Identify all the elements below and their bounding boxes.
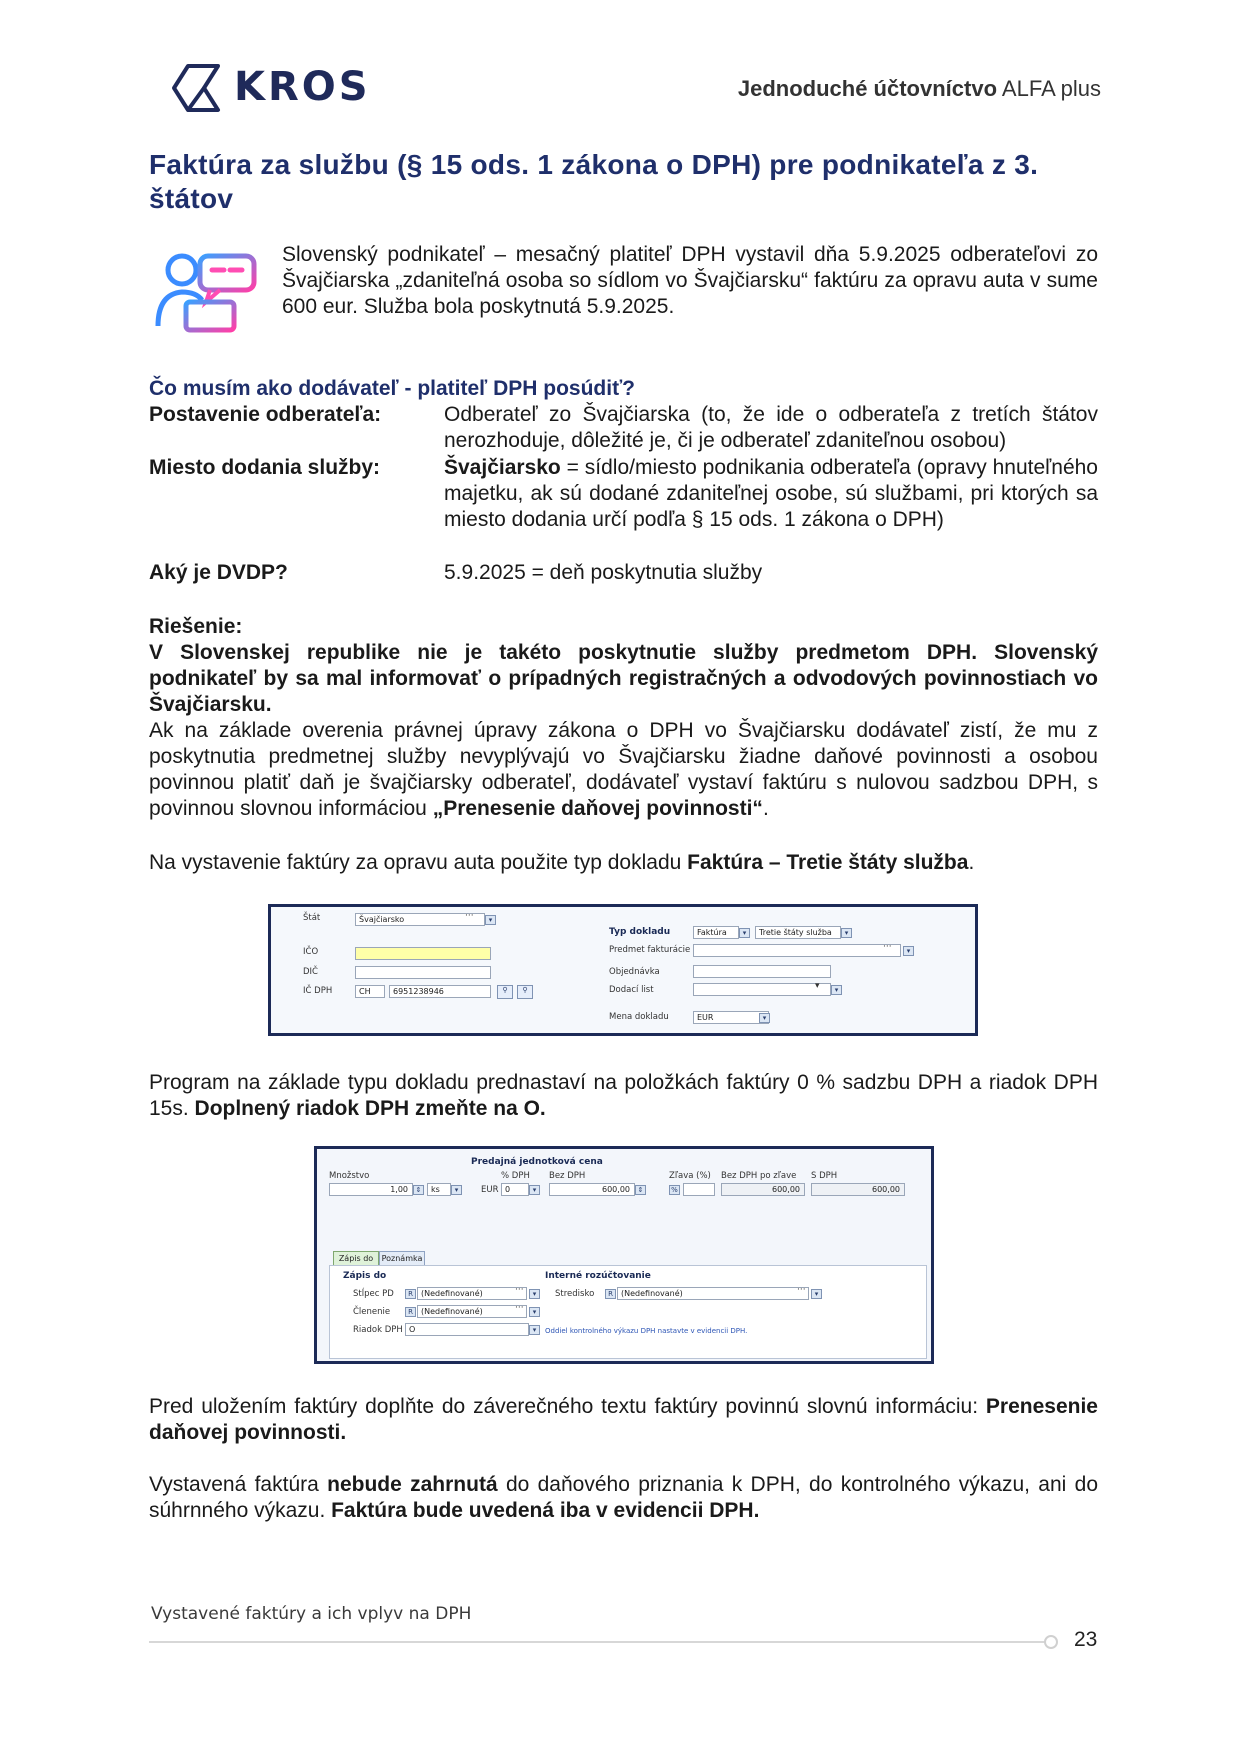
- mena-select[interactable]: EUR: [693, 1011, 769, 1024]
- ico-label: IČO: [303, 947, 319, 957]
- footer-text: Vystavené faktúry a ich vplyv na DPH: [151, 1604, 472, 1624]
- pct-dph-label: % DPH: [501, 1171, 530, 1181]
- tab-zapis-do-label: Zápis do: [338, 1254, 374, 1263]
- unit-price-section-title: Predajná jednotková cena: [471, 1157, 603, 1167]
- def-label-dvdp: Aký je DVDP?: [149, 561, 288, 584]
- dodaci-list-select[interactable]: [693, 983, 831, 996]
- program-bold: Doplnený riadok DPH zmeňte na O.: [194, 1097, 546, 1120]
- zapis-do-title: Zápis do: [343, 1271, 387, 1281]
- s-dph-label: S DPH: [811, 1171, 838, 1181]
- closing-bold: Prenesenie daňovej povinnosti.: [149, 1395, 1098, 1444]
- kv-dph-hint-link[interactable]: Oddiel kontrolného výkazu DPH nastavte v evidencii DPH.: [545, 1327, 748, 1335]
- predmet-dropdown-icon[interactable]: ▾: [903, 946, 914, 956]
- stlpec-pd-select[interactable]: (Nedefinované): [417, 1287, 527, 1300]
- bez-dph-po-zlave-input[interactable]: 600,00: [721, 1183, 805, 1196]
- page-title: Faktúra za službu (§ 15 ods. 1 zákona o DPH) pre podnikateľa z 3. štátov: [149, 149, 1039, 214]
- def-value-miesto: [444, 455, 1098, 533]
- bez-dph-input[interactable]: 600,00: [549, 1183, 635, 1196]
- stat-select[interactable]: Švajčiarsko: [355, 913, 485, 926]
- stat-dropdown-icon[interactable]: ▾: [485, 915, 496, 925]
- stredisko-r-icon[interactable]: R: [605, 1289, 616, 1299]
- riadok-dph-label: Riadok DPH: [353, 1325, 403, 1335]
- program-pre: Program na základe typu dokladu prednastaví na položkách faktúry 0 % sadzbu DPH a riadok DPH 15s.: [149, 1071, 1098, 1120]
- solution-heading: Riešenie:: [149, 615, 243, 638]
- doc-type-pre: Na vystavenie faktúry za opravu auta použite typ dokladu: [149, 851, 688, 874]
- riadok-dph-dropdown-icon[interactable]: ▾: [529, 1325, 540, 1335]
- icdph-lookup-icon[interactable]: ⚲: [497, 985, 513, 999]
- objednavka-input[interactable]: [693, 965, 831, 978]
- icdph-label: IČ DPH: [303, 986, 333, 996]
- ico-input[interactable]: [355, 947, 491, 960]
- solution-para-bold: „Prenesenie daňovej povinnosti“: [432, 797, 763, 820]
- unit-select[interactable]: ks: [427, 1183, 451, 1196]
- final-p1: Vystavená faktúra: [149, 1473, 328, 1496]
- stat-more-icon[interactable]: ···: [465, 911, 474, 921]
- zlava-input[interactable]: [683, 1183, 715, 1196]
- predmet-more-icon[interactable]: ···: [883, 942, 892, 952]
- typ-dokladu-subtype-select[interactable]: Tretie štáty služba: [755, 926, 841, 939]
- stredisko-more-icon[interactable]: ···: [797, 1285, 806, 1295]
- bez-dph-label: Bez DPH: [549, 1171, 586, 1181]
- final-b1: nebude zahrnutá: [327, 1473, 498, 1496]
- def-bold-miesto: Švajčiarsko: [444, 456, 561, 479]
- typ-dokladu-select[interactable]: Faktúra: [693, 926, 739, 939]
- stlpec-pd-dropdown-icon[interactable]: ▾: [529, 1289, 540, 1299]
- product-name: [738, 76, 1101, 102]
- clenenie-label: Členenie: [353, 1307, 391, 1317]
- screenshot-item-form: [314, 1146, 934, 1364]
- closing-pre: Pred uložením faktúry doplňte do záverečného textu faktúry povinnú slovnú informáciu:: [149, 1395, 986, 1418]
- product-name-bold: Jednoduché účtovníctvo: [737, 76, 998, 101]
- typ-dokladu-subtype-dropdown-icon[interactable]: ▾: [841, 928, 852, 938]
- clenenie-r-icon[interactable]: R: [405, 1307, 416, 1317]
- tab-poznamka-label: Poznámka: [381, 1254, 423, 1263]
- typ-dokladu-label: Typ dokladu: [609, 927, 671, 937]
- mnozstvo-stepper-icon[interactable]: ⇕: [413, 1185, 424, 1195]
- clenenie-dropdown-icon[interactable]: ▾: [529, 1307, 540, 1317]
- interne-title: Interné rozúčtovanie: [545, 1271, 651, 1281]
- icdph-prefix-input[interactable]: CH: [355, 985, 385, 998]
- mena-label: Mena dokladu: [609, 1012, 669, 1022]
- page-number: 23: [1074, 1628, 1098, 1651]
- stredisko-select[interactable]: (Nedefinované): [617, 1287, 809, 1300]
- mena-dropdown-icon[interactable]: ▾: [759, 1013, 770, 1023]
- product-name-rest: ALFA plus: [997, 76, 1101, 101]
- screenshot-customer-form: [268, 904, 978, 1036]
- riadok-dph-select[interactable]: O: [405, 1323, 529, 1336]
- zlava-icon[interactable]: %: [669, 1185, 680, 1195]
- solution-para-post: .: [762, 797, 769, 820]
- final-p2: do daňového priznania k DPH, do kontrolného výkazu, ani do súhrnného výkazu.: [149, 1473, 1098, 1522]
- unit-dropdown-icon[interactable]: ▾: [451, 1185, 462, 1195]
- kros-logo-icon: [168, 62, 224, 114]
- s-dph-input[interactable]: 600,00: [811, 1183, 905, 1196]
- final-line: [149, 1472, 1098, 1524]
- stlpec-pd-label: Stĺpec PD: [353, 1289, 394, 1299]
- doc-type-line: [149, 850, 1098, 876]
- final-b2: Faktúra bude uvedená iba v evidencii DPH.: [331, 1499, 760, 1522]
- objednavka-label: Objednávka: [609, 967, 660, 977]
- icdph-input[interactable]: 6951238946: [389, 985, 491, 998]
- program-line: [149, 1070, 1098, 1122]
- dodaci-list-dropdown-icon[interactable]: ▾: [831, 985, 842, 995]
- stlpec-pd-r-icon[interactable]: R: [405, 1289, 416, 1299]
- solution-bold-paragraph: [149, 640, 1098, 718]
- icdph-verify-icon[interactable]: ⚲: [517, 985, 533, 999]
- chat-people-icon: [152, 248, 260, 334]
- solution-bold-text: V Slovenskej republike nie je takéto poskytnutie služby predmetom DPH. Slovenský podnikateľ by sa mal informovať o prípadných registračných a odvodových povinnostiach vo Švajčiarsku.: [149, 641, 1098, 716]
- footer-dot-icon: [1044, 1635, 1058, 1649]
- stredisko-dropdown-icon[interactable]: ▾: [811, 1289, 822, 1299]
- doc-type-bold: Faktúra – Tretie štáty služba: [687, 851, 969, 874]
- def-label-postavenie: Postavenie odberateľa:: [149, 403, 382, 426]
- def-value-postavenie: [444, 402, 1098, 454]
- dic-label: DIČ: [303, 967, 318, 977]
- stlpec-pd-more-icon[interactable]: ···: [515, 1285, 524, 1295]
- mnozstvo-input[interactable]: 1,00: [329, 1183, 413, 1196]
- footer-divider: [149, 1641, 1045, 1643]
- pct-dph-dropdown-icon[interactable]: ▾: [529, 1185, 540, 1195]
- solution-para-pre: Ak na základe overenia právnej úpravy zákona o DPH vo Švajčiarsku dodávateľ zistí, že mu z poskytnutia predmetnej služby nevyplývajú vo Švajčiarsku žiadne daňové povinnosti a osobou povinnou platiť daň je švajčiarsky odberateľ, dodávateľ vystaví faktúru s nulovou sadzbou DPH, s povinnou slovnou informáciou: [149, 719, 1098, 820]
- closing-line: [149, 1394, 1098, 1446]
- pct-dph-select[interactable]: 0: [501, 1183, 529, 1196]
- intro-text: Slovenský podnikateľ – mesačný platiteľ DPH vystavil dňa 5.9.2025 odberateľovi zo Švajčiarska „zdaniteľná osoba so sídlom vo Švajčiarsku“ faktúru za opravu auta v sume 600 eur. Služba bola poskytnutá 5.9.2025.: [282, 243, 1098, 318]
- bez-dph-po-zlave-label: Bez DPH po zľave: [721, 1171, 797, 1181]
- def-value-dvdp: [444, 560, 1098, 586]
- typ-dokladu-dropdown-icon[interactable]: ▾: [739, 928, 750, 938]
- stredisko-label: Stredisko: [555, 1289, 595, 1299]
- bez-dph-stepper-icon[interactable]: ⇕: [635, 1185, 646, 1195]
- dodaci-list-more-icon[interactable]: ▾: [815, 981, 820, 991]
- kros-logo: [168, 60, 378, 116]
- def-text-postavenie: Odberateľ zo Švajčiarska (to, že ide o odberateľa z tretích štátov nerozhoduje, dôležité je, či je odberateľ zdaniteľnou osobou): [444, 403, 1098, 452]
- doc-type-post: .: [968, 851, 975, 874]
- clenenie-select[interactable]: (Nedefinované): [417, 1305, 527, 1318]
- stat-label: Štát: [303, 913, 321, 923]
- clenenie-more-icon[interactable]: ···: [515, 1303, 524, 1313]
- predmet-input[interactable]: [693, 944, 901, 957]
- def-text-dvdp: 5.9.2025 = deň poskytnutia služby: [444, 561, 763, 584]
- predmet-label: Predmet fakturácie: [609, 945, 691, 955]
- zlava-label: Zľava (%): [669, 1171, 711, 1181]
- def-label-miesto: Miesto dodania služby:: [149, 456, 381, 479]
- brand-name: KROS: [234, 64, 371, 110]
- currency-label: EUR: [481, 1185, 499, 1195]
- question-heading: Čo musím ako dodávateľ - platiteľ DPH posúdiť?: [149, 377, 635, 400]
- dodaci-list-label: Dodací list: [609, 985, 654, 995]
- def-text-miesto: = sídlo/miesto podnikania odberateľa (opravy hnuteľného majetku, ak sú dodané zdaniteľnej osobe, sú službami, pri ktorých sa miesto dodania určí podľa § 15 ods. 1 zákona o DPH): [444, 456, 1098, 531]
- solution-paragraph: [149, 718, 1098, 822]
- dic-input[interactable]: [355, 966, 491, 979]
- mnozstvo-label: Množstvo: [329, 1171, 370, 1181]
